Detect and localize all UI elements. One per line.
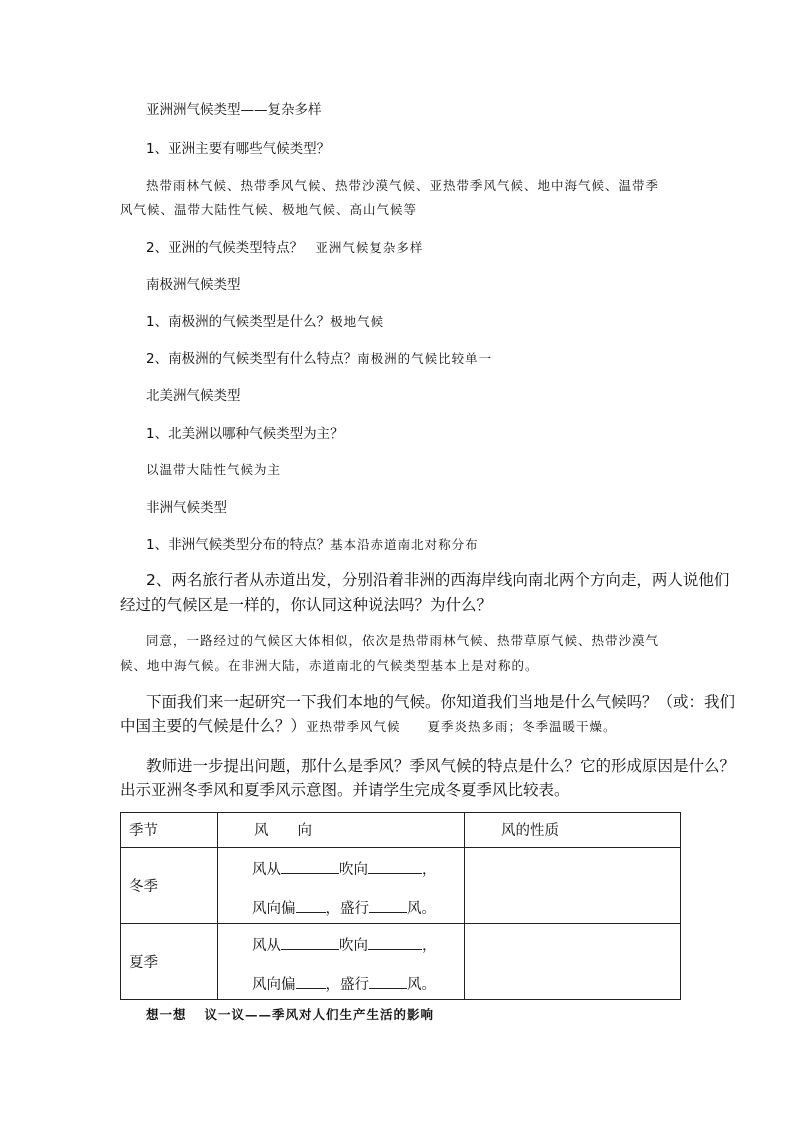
africa-heading: 非洲气候类型 <box>146 500 227 516</box>
prevail-label: ，盛行 <box>325 901 369 917</box>
north-america-heading: 北美洲气候类型 <box>146 388 241 404</box>
header-season-cell <box>121 813 218 848</box>
prevail-label: ，盛行 <box>325 977 369 993</box>
comma: ， <box>422 862 437 878</box>
header-nature-cell <box>465 813 681 848</box>
antarctica-answer-2: 南极洲的气候比较单一 <box>357 351 493 366</box>
antarctica-question-2-text: 2、南极洲的气候类型有什么特点？ <box>146 351 358 367</box>
winter-direction-line-1 <box>252 859 464 879</box>
prevail-blank[interactable] <box>369 974 407 989</box>
antarctica-answer-1: 极地气候 <box>330 314 385 329</box>
asia-answer-1-line-2: 风气候、温带大陆性气候、极地气候、高山气候等 <box>120 202 418 217</box>
discuss-label: 议一议——季风对人们生产生活的影响 <box>204 1007 435 1022</box>
from-blank[interactable] <box>281 935 339 950</box>
blow-label: 吹向 <box>339 938 368 954</box>
africa-answer-1: 基本沿赤道南北对称分布 <box>330 537 479 552</box>
asia-heading: 亚洲洲气候类型——复杂多样 <box>146 102 322 118</box>
antarctica-heading: 南极洲气候类型 <box>146 277 241 293</box>
africa-answer-2-line-1: 同意，一路经过的气候区大体相似，依次是热带雨林气候、热带草原气候、热带沙漠气 <box>146 633 660 648</box>
wind-end-label: 风。 <box>407 901 436 917</box>
summer-direction-line-1 <box>252 935 464 955</box>
header-direction-cell <box>218 813 465 848</box>
from-label: 风从 <box>252 938 281 954</box>
header-direction: 风 向 <box>254 823 312 839</box>
season-winter: 冬季 <box>129 879 158 895</box>
winter-direction-line-2 <box>252 898 464 918</box>
table-header-row <box>121 813 681 848</box>
summer-direction-line-2 <box>252 974 464 994</box>
nature-cell-winter[interactable] <box>465 848 681 924</box>
north-america-question-1: 1、北美洲以哪种气候类型为主？ <box>146 426 344 442</box>
africa-question-2-line-1: 2、两名旅行者从赤道出发，分别沿着非洲的西海岸线向南北两个方向走，两人说他们 <box>146 571 730 589</box>
antarctica-question-1 <box>146 310 384 330</box>
africa-question-2-line-2: 经过的气候区是一样的，你认同这种说法吗？为什么？ <box>120 596 493 614</box>
bias-blank[interactable] <box>296 974 326 989</box>
to-blank[interactable] <box>368 859 422 874</box>
table-row <box>121 848 681 924</box>
bias-label: 风向偏 <box>252 977 296 993</box>
think-discuss <box>146 1005 434 1023</box>
africa-answer-2-line-2: 候、地中海气候。在非洲大陆，赤道南北的气候类型基本上是对称的。 <box>120 658 539 673</box>
prevail-blank[interactable] <box>369 898 407 913</box>
table-row <box>121 924 681 1000</box>
header-season: 季节 <box>129 823 158 839</box>
antarctica-question-2 <box>146 347 492 367</box>
asia-answer-2: 亚洲气候复杂多样 <box>315 240 424 255</box>
blow-label: 吹向 <box>339 862 368 878</box>
nature-cell-summer[interactable] <box>465 924 681 1000</box>
direction-cell-summer <box>218 924 465 1000</box>
bias-blank[interactable] <box>296 898 326 913</box>
wind-end-label: 风。 <box>407 977 436 993</box>
comma: ， <box>422 938 437 954</box>
north-america-answer-1: 以温带大陆性气候为主 <box>146 462 282 477</box>
local-climate-line-1: 下面我们来一起研究一下我们本地的气候。你知道我们当地是什么气候吗？（或：我们 <box>146 693 736 711</box>
africa-question-1-text: 1、非洲气候类型分布的特点？ <box>146 537 331 553</box>
bias-label: 风向偏 <box>252 901 296 917</box>
local-climate-answer: 亚热带季风气候 夏季炎热多雨；冬季温暖干燥。 <box>306 719 617 734</box>
from-label: 风从 <box>252 862 281 878</box>
header-nature: 风的性质 <box>501 823 559 839</box>
africa-question-1 <box>146 533 479 553</box>
to-blank[interactable] <box>368 935 422 950</box>
think-label: 想一想 <box>146 1007 187 1022</box>
monsoon-line-2: 出示亚洲冬季风和夏季风示意图。并请学生完成冬夏季风比较表。 <box>120 781 570 799</box>
season-cell-summer <box>121 924 218 1000</box>
local-climate-line-2 <box>120 714 617 736</box>
direction-cell-winter <box>218 848 465 924</box>
local-climate-question: 中国主要的气候是什么？） <box>120 717 307 735</box>
season-summer: 夏季 <box>129 955 158 971</box>
from-blank[interactable] <box>281 859 339 874</box>
asia-question-1: 1、亚洲主要有哪些气候类型？ <box>146 141 331 157</box>
monsoon-line-1: 教师进一步提出问题，那什么是季风？季风气候的特点是什么？它的形成原因是什么？ <box>146 757 736 775</box>
antarctica-question-1-text: 1、南极洲的气候类型是什么？ <box>146 314 331 330</box>
season-cell-winter <box>121 848 218 924</box>
monsoon-comparison-table <box>120 812 681 1000</box>
asia-question-2-text: 2、亚洲的气候类型特点？ <box>146 240 304 256</box>
asia-question-2 <box>146 236 423 256</box>
asia-answer-1-line-1: 热带雨林气候、热带季风气候、热带沙漠气候、亚热带季风气候、地中海气候、温带季 <box>146 178 660 193</box>
